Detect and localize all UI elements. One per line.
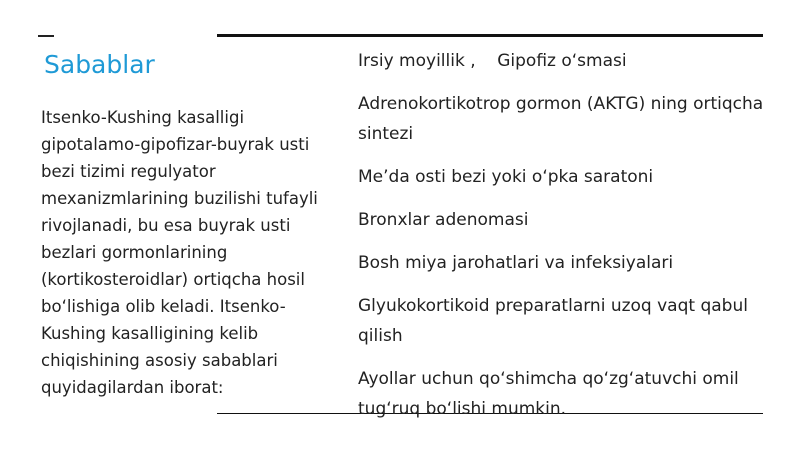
cause-item-3: Me’da osti bezi yoki o‘pka saratoni xyxy=(358,167,654,187)
cause-item-6: Glyukokortikoid preparatlarni uzoq vaqt qabul qilish xyxy=(358,296,748,346)
cause-item-5: Bosh miya jarohatlari va infeksiyalari xyxy=(358,253,674,273)
intro-paragraph: Itsenko-Kushing kasalligi gipotalamo-gipofizar-buyrak usti bezi tizimi regulyator mexanizmlarining buzilishi tufayli rivojlanadi, bu esa buyrak usti bezlari gormonlarining (kortikosteroidlar) ortiqcha hosil bo‘lishiga olib keladi. Itsenko-Kushing kasalligining kelib chiqishining asosiy sabablari quyidagilardan iborat: xyxy=(41,108,318,397)
cause-item-7: Ayollar uchun qo‘shimcha qo‘zg‘atuvchi omil tug‘ruq bo‘lishi mumkin. xyxy=(358,369,739,419)
cause-item-2: Adrenokortikotrop gormon (AKTG) ning ortiqcha sintezi xyxy=(358,94,764,144)
slide-title: Sabablаr xyxy=(44,50,155,79)
accent-dash xyxy=(38,35,54,37)
cause-item-1: Irsiy moyillik , Gipofiz o‘smasi xyxy=(358,51,627,71)
causes-list xyxy=(358,46,768,437)
cause-item-4: Bronxlar adenomasi xyxy=(358,210,529,230)
top-rule xyxy=(217,34,763,37)
